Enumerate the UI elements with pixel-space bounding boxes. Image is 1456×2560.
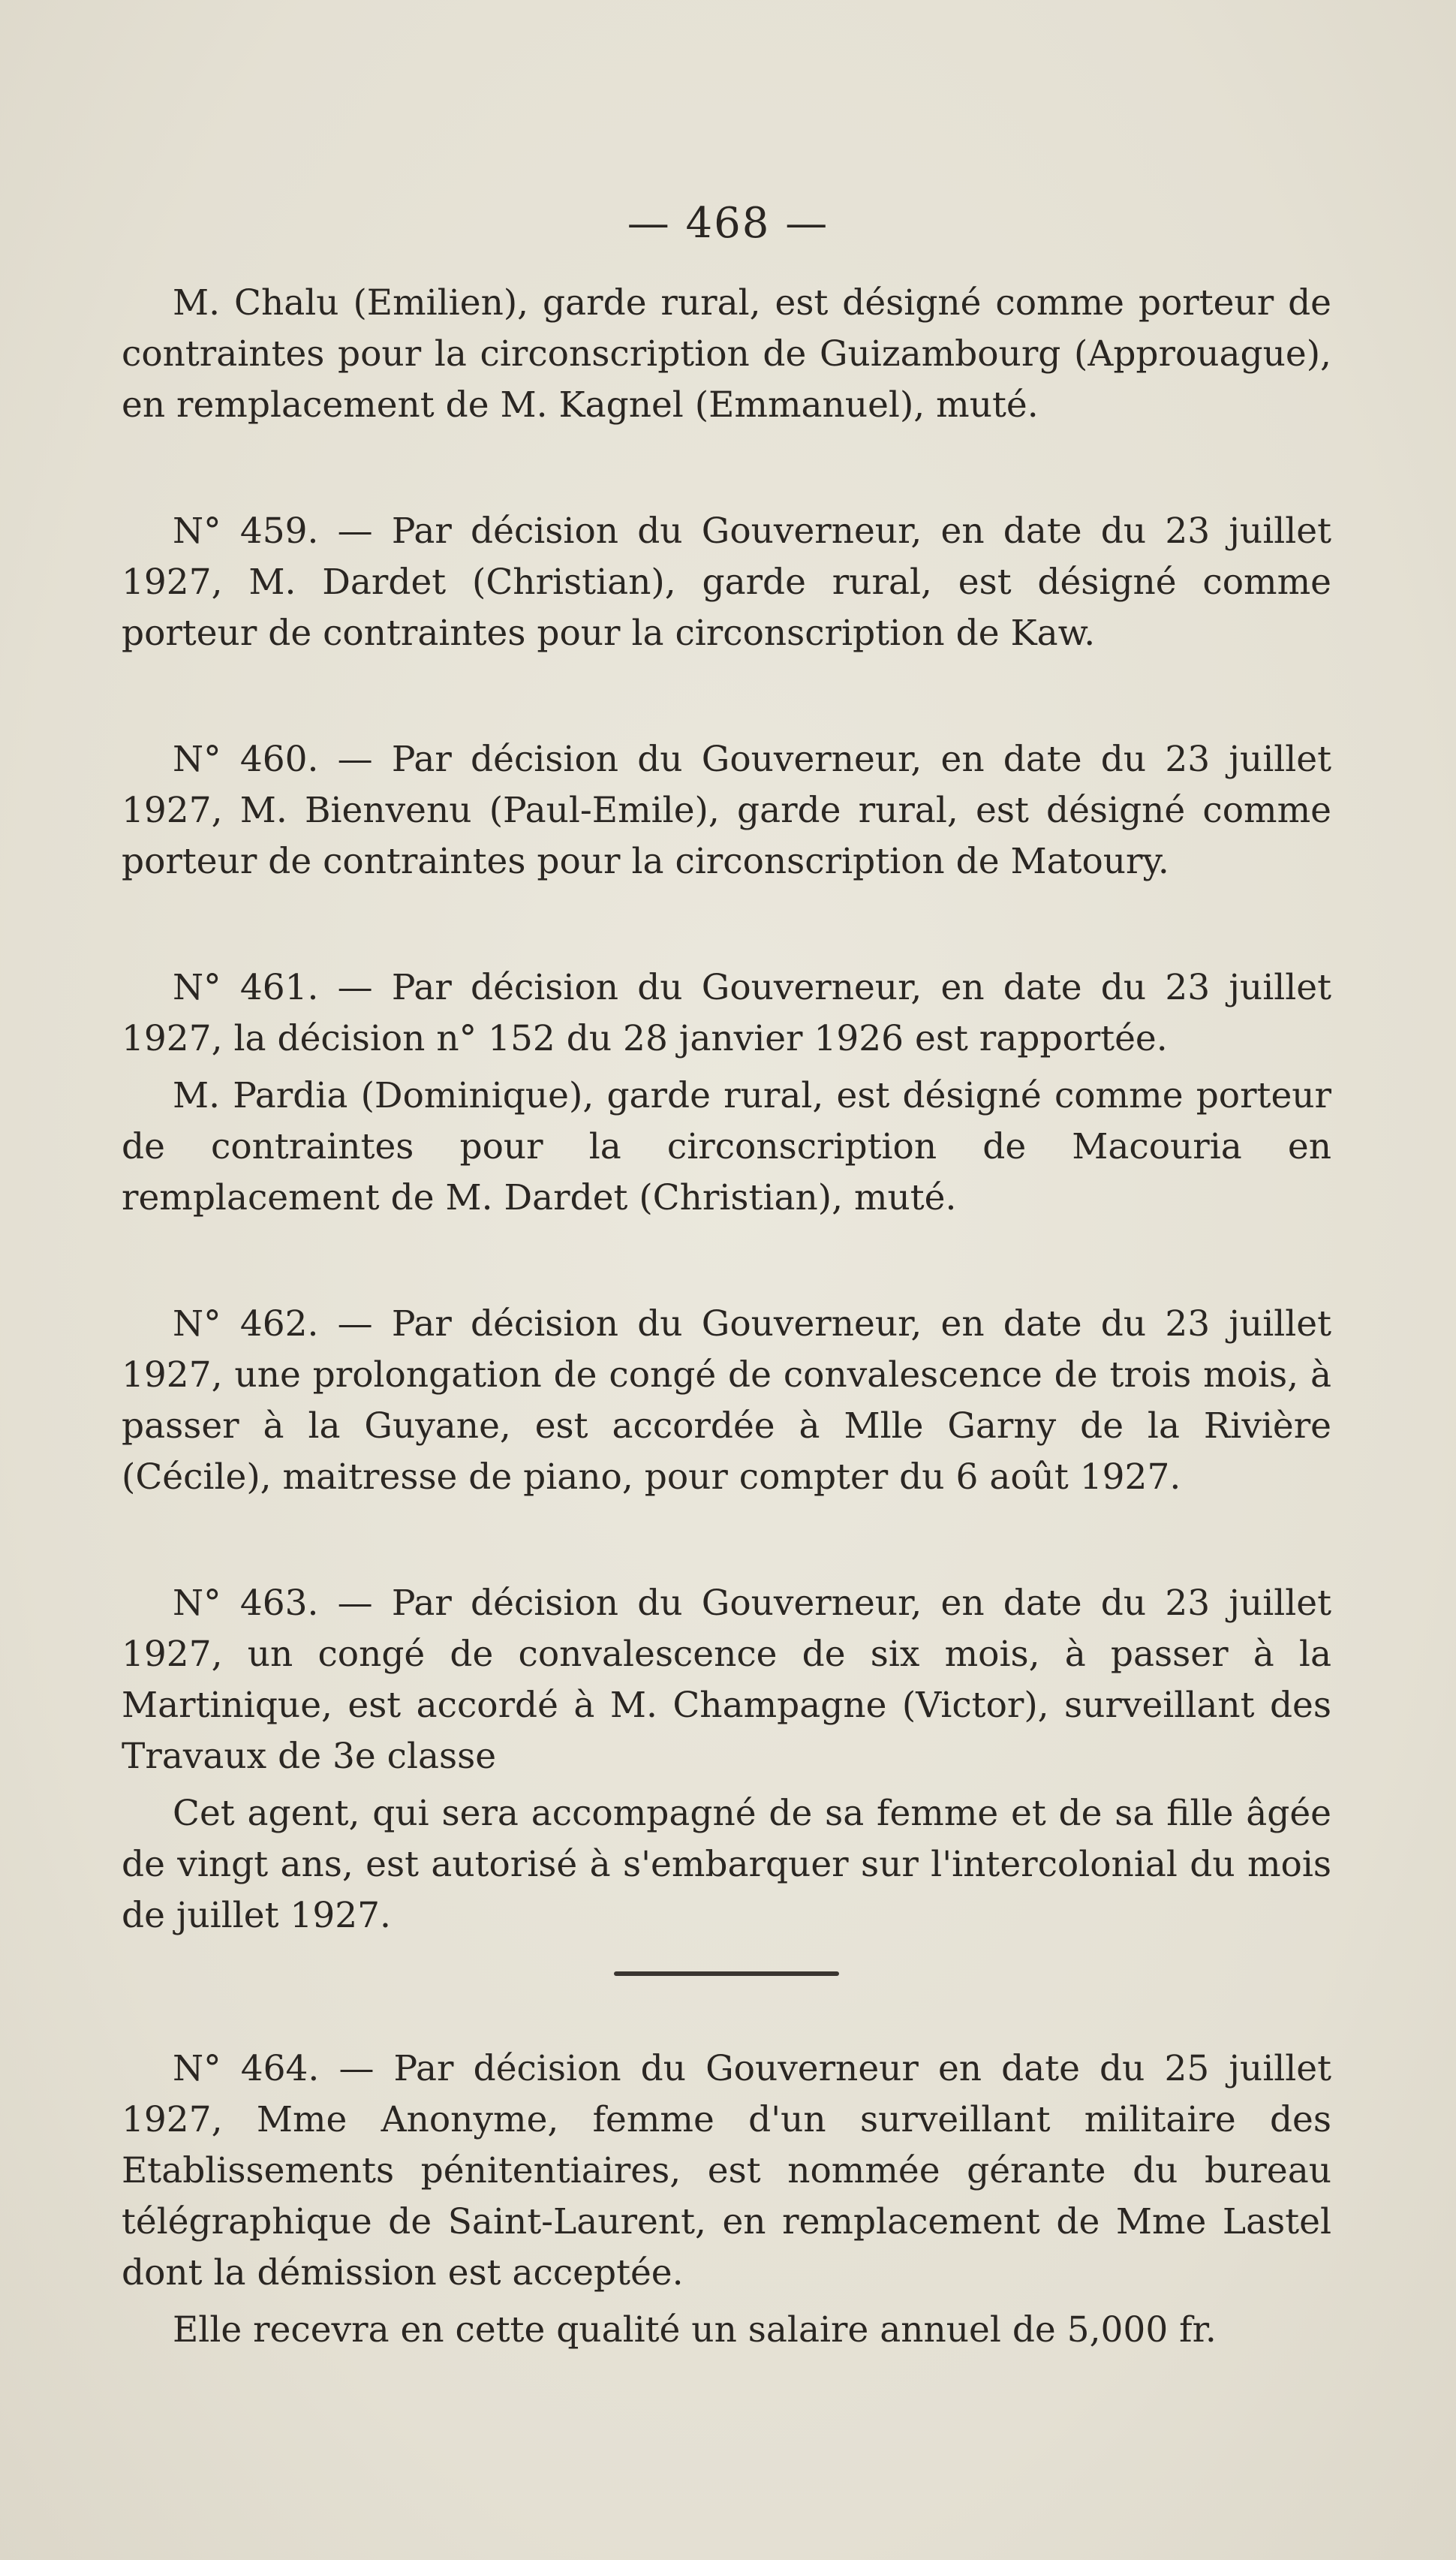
paragraph: N° 460. — Par décision du Gouverneur, en date du 23 juillet 1927, M. Bienvenu (Paul-Emile), garde rural, est désigné comme porteur de contraintes pour la circonscription de Matoury. [122, 739, 1331, 882]
paragraph: N° 461. — Par décision du Gouverneur, en date du 23 juillet 1927, la décision n° 152 du 28 janvier 1926 est rapportée. [122, 967, 1331, 1059]
entry-461 [122, 962, 1331, 1224]
page-number: — 468 — [627, 199, 829, 248]
paragraph: Elle recevra en cette qualité un salaire annuel de 5,000 fr. [173, 2309, 1217, 2351]
paragraph: M. Pardia (Dominique), garde rural, est désigné comme porteur de contraintes pour la circonscription de Macouria en remplacement de M. Dardet (Christian), muté. [122, 1075, 1331, 1218]
entry-463 [122, 1578, 1331, 1941]
paragraph: N° 463. — Par décision du Gouverneur, en date du 23 juillet 1927, un congé de convalescence de six mois, à passer à la Martinique, est accordé à M. Champagne (Victor), surveillant des Travaux de 3e classe [122, 1583, 1331, 1777]
section-divider [614, 1971, 839, 1976]
entry-460 [122, 734, 1331, 887]
entry-464 [122, 2043, 1331, 2356]
paragraph: N° 464. — Par décision du Gouverneur en date du 25 juillet 1927, Mme Anonyme, femme d'un surveillant militaire des Etablissements pénitentiaires, est nommée gérante du bureau télégraphique de Saint-Laurent, en remplacement de Mme Lastel dont la démission est acceptée. [122, 2048, 1331, 2293]
entry-459 [122, 506, 1331, 659]
paragraph: N° 459. — Par décision du Gouverneur, en date du 23 juillet 1927, M. Dardet (Christian), garde rural, est désigné comme porteur de contraintes pour la circonscription de Kaw. [122, 510, 1331, 654]
paragraph: Cet agent, qui sera accompagné de sa femme et de sa fille âgée de vingt ans, est autorisé à s'embarquer sur l'intercolonial du mois de juillet 1927. [122, 1793, 1331, 1936]
entry-462 [122, 1299, 1331, 1503]
decisions-body [122, 278, 1331, 2356]
paragraph: M. Chalu (Emilien), garde rural, est désigné comme porteur de contraintes pour la circonscription de Guizambourg (Approuague), en remplacement de M. Kagnel (Emmanuel), muté. [122, 282, 1331, 426]
paragraph: N° 462. — Par décision du Gouverneur, en date du 23 juillet 1927, une prolongation de congé de convalescence de trois mois, à passer à la Guyane, est accordée à Mlle Garny de la Rivière (Cécile), maitresse de piano, pour compter du 6 août 1927. [122, 1303, 1331, 1498]
entry-458-continuation [122, 278, 1331, 431]
